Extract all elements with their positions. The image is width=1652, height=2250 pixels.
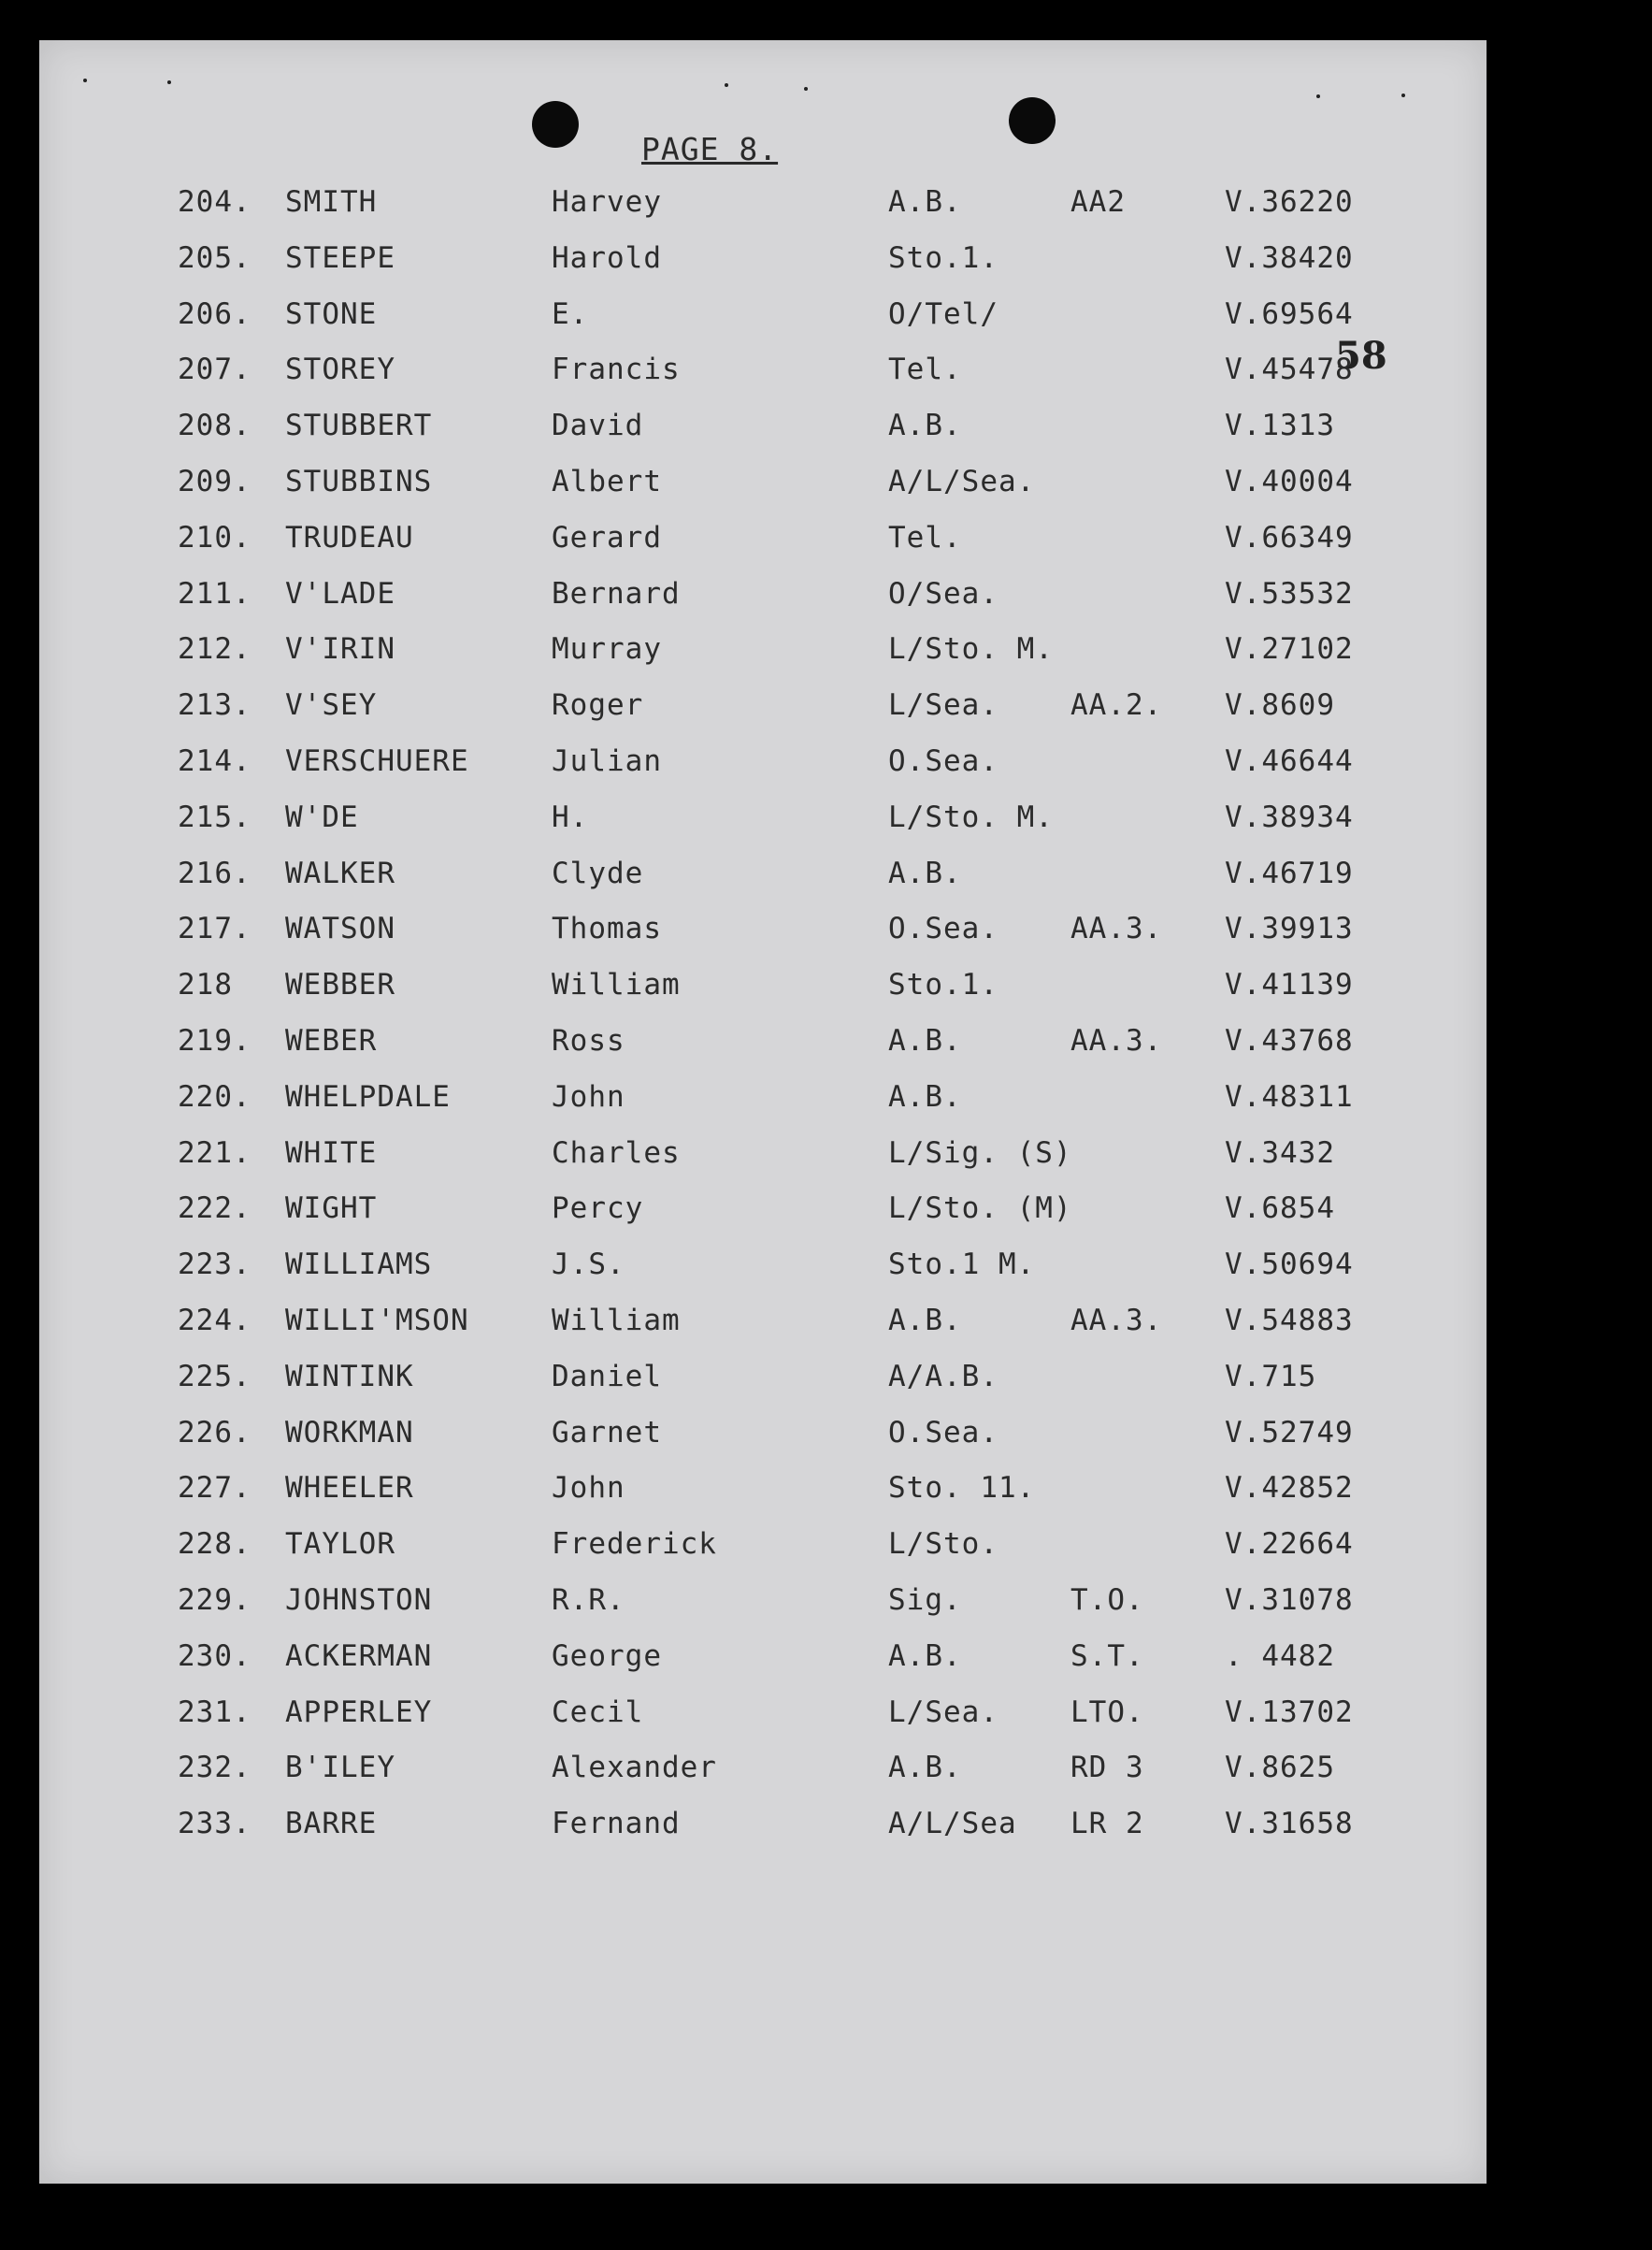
official-number: V.3432 — [1225, 1136, 1335, 1170]
qualification: AA.3. — [1070, 1304, 1163, 1337]
entry-number: 209. — [178, 465, 251, 498]
official-number: V.52749 — [1225, 1416, 1354, 1450]
surname: WALKER — [285, 857, 395, 890]
given-name: Percy — [552, 1191, 644, 1225]
given-name: George — [552, 1639, 662, 1673]
roster-row — [0, 577, 1652, 629]
surname: V'IRIN — [285, 632, 395, 666]
roster-row — [0, 1080, 1652, 1132]
surname: B'ILEY — [285, 1751, 395, 1784]
entry-number: 207. — [178, 353, 251, 386]
surname: WORKMAN — [285, 1416, 414, 1450]
given-name: Fernand — [552, 1807, 681, 1840]
qualification: LR 2 — [1070, 1807, 1144, 1840]
official-number: V.38934 — [1225, 800, 1354, 834]
entry-number: 215. — [178, 800, 251, 834]
qualification: AA2 — [1070, 185, 1126, 219]
given-name: J.S. — [552, 1248, 625, 1281]
given-name: Daniel — [552, 1360, 662, 1393]
surname: W'DE — [285, 800, 359, 834]
given-name: Harold — [552, 241, 662, 275]
given-name: Julian — [552, 744, 662, 778]
roster-row — [0, 1471, 1652, 1523]
official-number: V.50694 — [1225, 1248, 1354, 1281]
official-number: V.46719 — [1225, 857, 1354, 890]
surname: V'LADE — [285, 577, 395, 611]
official-number: V.42852 — [1225, 1471, 1354, 1505]
official-number: V.48311 — [1225, 1080, 1354, 1114]
official-number: V.8609 — [1225, 688, 1335, 722]
given-name: E. — [552, 297, 589, 331]
entry-number: 223. — [178, 1248, 251, 1281]
entry-number: 229. — [178, 1583, 251, 1617]
official-number: V.45478 — [1225, 353, 1354, 386]
surname: WHEELER — [285, 1471, 414, 1505]
rating: Sig. — [888, 1583, 962, 1617]
entry-number: 217. — [178, 912, 251, 945]
official-number: V.31658 — [1225, 1807, 1354, 1840]
roster-row — [0, 521, 1652, 573]
official-number: V.69564 — [1225, 297, 1354, 331]
official-number: V.1313 — [1225, 409, 1335, 442]
entry-number: 205. — [178, 241, 251, 275]
roster-row — [0, 968, 1652, 1020]
entry-number: 230. — [178, 1639, 251, 1673]
roster-row — [0, 1695, 1652, 1748]
given-name: William — [552, 968, 681, 1002]
surname: ACKERMAN — [285, 1639, 433, 1673]
roster-row — [0, 1583, 1652, 1636]
surname: WHELPDALE — [285, 1080, 451, 1114]
rating: Tel. — [888, 521, 962, 555]
given-name: H. — [552, 800, 589, 834]
rating: O.Sea. — [888, 744, 998, 778]
rating: A.B. — [888, 1080, 962, 1114]
surname: BARRE — [285, 1807, 378, 1840]
surname: WIGHT — [285, 1191, 378, 1225]
entry-number: 233. — [178, 1807, 251, 1840]
rating: A/L/Sea — [888, 1807, 1017, 1840]
qualification: T.O. — [1070, 1583, 1144, 1617]
roster-row — [0, 1304, 1652, 1356]
rating: O.Sea. — [888, 1416, 998, 1450]
roster-row — [0, 1416, 1652, 1468]
rating: A.B. — [888, 1751, 962, 1784]
folio-number: 58 — [1335, 334, 1387, 378]
rating: L/Sto. — [888, 1527, 998, 1561]
entry-number: 210. — [178, 521, 251, 555]
surname: VERSCHUERE — [285, 744, 469, 778]
qualification: LTO. — [1070, 1695, 1144, 1729]
surname: WILLI'MSON — [285, 1304, 469, 1337]
surname: WHITE — [285, 1136, 378, 1170]
entry-number: 214. — [178, 744, 251, 778]
official-number: V.22664 — [1225, 1527, 1354, 1561]
surname: V'SEY — [285, 688, 378, 722]
given-name: David — [552, 409, 644, 442]
official-number: V.46644 — [1225, 744, 1354, 778]
given-name: John — [552, 1080, 625, 1114]
given-name: Harvey — [552, 185, 662, 219]
given-name: Cecil — [552, 1695, 644, 1729]
surname: TAYLOR — [285, 1527, 395, 1561]
given-name: William — [552, 1304, 681, 1337]
qualification: S.T. — [1070, 1639, 1144, 1673]
entry-number: 213. — [178, 688, 251, 722]
entry-number: 208. — [178, 409, 251, 442]
rating: Sto.1 M. — [888, 1248, 1036, 1281]
roster-row — [0, 1527, 1652, 1579]
rating: O/Tel/ — [888, 297, 998, 331]
entry-number: 204. — [178, 185, 251, 219]
roster-row — [0, 1024, 1652, 1076]
roster-row — [0, 688, 1652, 741]
surname: APPERLEY — [285, 1695, 433, 1729]
given-name: Albert — [552, 465, 662, 498]
rating: A.B. — [888, 185, 962, 219]
roster-row — [0, 1807, 1652, 1859]
entry-number: 206. — [178, 297, 251, 331]
rating: O/Sea. — [888, 577, 998, 611]
entry-number: 231. — [178, 1695, 251, 1729]
surname: WEBBER — [285, 968, 395, 1002]
given-name: R.R. — [552, 1583, 625, 1617]
qualification: AA.3. — [1070, 912, 1163, 945]
rating: A.B. — [888, 409, 962, 442]
official-number: V.6854 — [1225, 1191, 1335, 1225]
roster-row — [0, 800, 1652, 853]
surname: JOHNSTON — [285, 1583, 433, 1617]
roster-row — [0, 241, 1652, 294]
rating: A.B. — [888, 1024, 962, 1058]
roster-row — [0, 297, 1652, 350]
rating: Sto. 11. — [888, 1471, 1036, 1505]
given-name: John — [552, 1471, 625, 1505]
rating: O.Sea. — [888, 912, 998, 945]
entry-number: 232. — [178, 1751, 251, 1784]
qualification: RD 3 — [1070, 1751, 1144, 1784]
entry-number: 216. — [178, 857, 251, 890]
given-name: Roger — [552, 688, 644, 722]
qualification: AA.3. — [1070, 1024, 1163, 1058]
given-name: Thomas — [552, 912, 662, 945]
entry-number: 222. — [178, 1191, 251, 1225]
rating: A/A.B. — [888, 1360, 998, 1393]
entry-number: 224. — [178, 1304, 251, 1337]
rating: Sto.1. — [888, 241, 998, 275]
given-name: Ross — [552, 1024, 625, 1058]
surname: WILLIAMS — [285, 1248, 433, 1281]
rating: Sto.1. — [888, 968, 998, 1002]
given-name: Murray — [552, 632, 662, 666]
entry-number: 221. — [178, 1136, 251, 1170]
official-number: V.66349 — [1225, 521, 1354, 555]
given-name: Frederick — [552, 1527, 717, 1561]
rating: L/Sto. (M) — [888, 1191, 1072, 1225]
official-number: . 4482 — [1225, 1639, 1335, 1673]
rating: Tel. — [888, 353, 962, 386]
given-name: Charles — [552, 1136, 681, 1170]
roster-row — [0, 744, 1652, 797]
qualification: AA.2. — [1070, 688, 1163, 722]
official-number: V.40004 — [1225, 465, 1354, 498]
rating: L/Sto. M. — [888, 632, 1054, 666]
given-name: Gerard — [552, 521, 662, 555]
official-number: V.27102 — [1225, 632, 1354, 666]
surname: WINTINK — [285, 1360, 414, 1393]
rating: A.B. — [888, 857, 962, 890]
roster-row — [0, 1360, 1652, 1412]
given-name: Bernard — [552, 577, 681, 611]
entry-number: 211. — [178, 577, 251, 611]
surname: STOREY — [285, 353, 395, 386]
official-number: V.715 — [1225, 1360, 1317, 1393]
surname: WATSON — [285, 912, 395, 945]
official-number: V.8625 — [1225, 1751, 1335, 1784]
roster-row — [0, 465, 1652, 517]
roster-row — [0, 1136, 1652, 1189]
rating: L/Sig. (S) — [888, 1136, 1072, 1170]
entry-number: 219. — [178, 1024, 251, 1058]
given-name: Clyde — [552, 857, 644, 890]
rating: L/Sto. M. — [888, 800, 1054, 834]
official-number: V.38420 — [1225, 241, 1354, 275]
roster-row — [0, 353, 1652, 405]
entry-number: 227. — [178, 1471, 251, 1505]
entry-number: 226. — [178, 1416, 251, 1450]
official-number: V.41139 — [1225, 968, 1354, 1002]
rating: A/L/Sea. — [888, 465, 1036, 498]
surname: STEEPE — [285, 241, 395, 275]
given-name: Garnet — [552, 1416, 662, 1450]
surname: TRUDEAU — [285, 521, 414, 555]
surname: WEBER — [285, 1024, 378, 1058]
official-number: V.13702 — [1225, 1695, 1354, 1729]
roster-row — [0, 409, 1652, 461]
entry-number: 220. — [178, 1080, 251, 1114]
official-number: V.53532 — [1225, 577, 1354, 611]
entry-number: 212. — [178, 632, 251, 666]
rating: L/Sea. — [888, 688, 998, 722]
given-name: Alexander — [552, 1751, 717, 1784]
page-label: PAGE 8. — [641, 131, 779, 167]
roster-row — [0, 1248, 1652, 1300]
surname: STONE — [285, 297, 378, 331]
roster-row — [0, 912, 1652, 964]
rating: A.B. — [888, 1304, 962, 1337]
official-number: V.43768 — [1225, 1024, 1354, 1058]
entry-number: 228. — [178, 1527, 251, 1561]
surname: STUBBERT — [285, 409, 433, 442]
surname: STUBBINS — [285, 465, 433, 498]
official-number: V.54883 — [1225, 1304, 1354, 1337]
roster-row — [0, 1191, 1652, 1244]
entry-number: 218 — [178, 968, 233, 1002]
roster-row — [0, 632, 1652, 685]
roster-row — [0, 1639, 1652, 1692]
roster-row — [0, 857, 1652, 909]
rating: L/Sea. — [888, 1695, 998, 1729]
roster-row — [0, 1751, 1652, 1803]
roster-row — [0, 185, 1652, 238]
rating: A.B. — [888, 1639, 962, 1673]
entry-number: 225. — [178, 1360, 251, 1393]
surname: SMITH — [285, 185, 378, 219]
official-number: V.36220 — [1225, 185, 1354, 219]
official-number: V.31078 — [1225, 1583, 1354, 1617]
official-number: V.39913 — [1225, 912, 1354, 945]
given-name: Francis — [552, 353, 681, 386]
